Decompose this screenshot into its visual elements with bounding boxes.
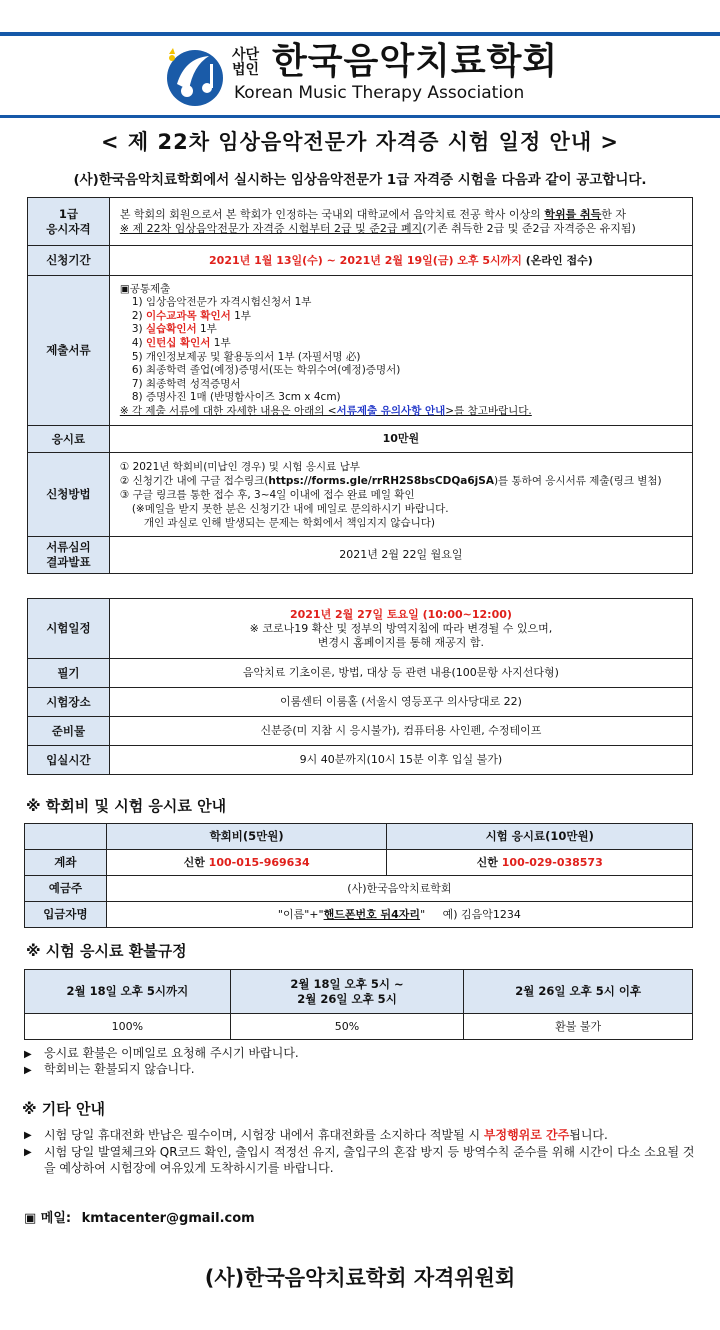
refund-table xyxy=(24,969,693,1040)
triangle-bullet-icon: ▶ xyxy=(24,1147,32,1158)
venue-value: 이룸센터 이룸홀 (서울시 영등포구 의사당대로 22) xyxy=(109,688,692,717)
list-item: ▶ 시험 당일 휴대전화 반납은 필수이며, 시험장 내에서 휴대전화를 소지하다 적발될 시 부정행위로 간주됩니다. xyxy=(24,1128,608,1142)
eligibility-tail: 한 자 xyxy=(601,207,627,221)
entry-value: 9시 40분까지(10시 15분 이후 입실 불가) xyxy=(109,746,692,775)
eligibility-note-tail: (기존 취득한 2급 및 준2급 자격증은 유지됨) xyxy=(422,221,636,235)
org-name-korean: 한국음악치료학회 xyxy=(272,41,559,82)
method-step: ② 신청기간 내에 구글 접수링크(https://forms.gle/rrRH2S8bsCDQa6jSA)를 통하여 응시서류 제출(링크 별첨) xyxy=(119,474,662,487)
method-value xyxy=(109,453,692,537)
depositor-value: "이름"+"핸드폰번호 뒤4자리" 예) 김음악1234 xyxy=(106,902,692,928)
table-row xyxy=(25,824,693,850)
corporation-label xyxy=(232,48,259,78)
page-title: < 제 22차 임상음악전문가 자격증 시험 일정 안내 > xyxy=(100,130,620,154)
document-guide-link[interactable]: 서류제출 유의사항 안내 xyxy=(336,404,446,417)
items-value: 신분증(미 지참 시 응시불가), 컴퓨터용 사인펜, 수정테이프 xyxy=(109,717,692,746)
table-row xyxy=(28,426,693,453)
fees-table xyxy=(24,823,693,928)
misc-notes xyxy=(24,1127,696,1176)
triangle-bullet-icon: ▶ xyxy=(24,1049,32,1060)
documents-value xyxy=(109,276,692,426)
triangle-bullet-icon: ▶ xyxy=(24,1065,32,1076)
application-form-link[interactable]: https://forms.gle/rrRH2S8bsCDQa6jSA xyxy=(268,474,494,487)
document-item: 7) 최종학력 성적증명서 xyxy=(131,377,241,390)
method-label: 신청방법 xyxy=(28,453,110,537)
table-row xyxy=(28,599,693,659)
refund-period-1: 2월 18일 오후 5시까지 xyxy=(25,970,231,1014)
documents-header: ▣공통제출 xyxy=(119,282,171,295)
refund-rate-1: 100% xyxy=(25,1014,231,1040)
refund-rate-3: 환불 불가 xyxy=(464,1014,693,1040)
venue-label: 시험장소 xyxy=(28,688,110,717)
fees-heading: ※ 학회비 및 시험 응시료 안내 xyxy=(26,797,227,815)
misc-heading: ※ 기타 안내 xyxy=(22,1100,105,1118)
page-subtitle: (사)한국음악치료학회에서 실시하는 임상음악전문가 1급 자격증 시험을 다음과 같이 공고합니다. xyxy=(73,172,647,188)
table-row xyxy=(28,246,693,276)
account-label: 계좌 xyxy=(25,850,107,876)
holder-value: (사)한국음악치료학회 xyxy=(106,876,692,902)
document-item: 8) 증명사진 1매 (반명함사이즈 3cm x 4cm) xyxy=(131,391,341,404)
table-row xyxy=(25,876,693,902)
table-row xyxy=(25,1014,693,1040)
table-row xyxy=(25,850,693,876)
holder-label: 예금주 xyxy=(25,876,107,902)
period-value xyxy=(109,246,692,276)
method-step: ① 2021년 학회비(미납인 경우) 및 시험 응시료 납부 xyxy=(119,460,360,473)
exam-fee-header: 시험 응시료(10만원) xyxy=(387,824,693,850)
table-row xyxy=(28,659,693,688)
fee-label: 응시료 xyxy=(28,426,110,453)
table-row xyxy=(28,688,693,717)
exam-date: 2021년 2월 27일 토요일 (10:00~12:00) xyxy=(289,607,512,621)
refund-rate-2: 50% xyxy=(230,1014,464,1040)
refund-period-3: 2월 26일 오후 5시 이후 xyxy=(464,970,693,1014)
application-info-table xyxy=(27,197,693,574)
fee-value: 10만원 xyxy=(109,426,692,453)
refund-period-2: 2월 18일 오후 5시 ~ 2월 26일 오후 5시 xyxy=(230,970,464,1014)
footer-committee: (사)한국음악치료학회 자격위원회 xyxy=(204,1266,516,1290)
exam-info-table xyxy=(27,598,693,775)
table-row xyxy=(28,717,693,746)
email-label: ▣ 메일: xyxy=(24,1211,72,1226)
entry-label: 입실시간 xyxy=(28,746,110,775)
corp-label-2: 법인 xyxy=(232,62,260,78)
table-row xyxy=(25,902,693,928)
items-label: 준비물 xyxy=(28,717,110,746)
depositor-label: 입금자명 xyxy=(25,902,107,928)
documents-label: 제출서류 xyxy=(28,276,110,426)
document-item: 6) 최종학력 졸업(예정)증명서(또는 학위수여(예정)증명서) xyxy=(131,364,401,377)
eligibility-degree: 학위를 취득 xyxy=(544,207,602,221)
document-item: 2) 이수교과목 확인서 1부 xyxy=(131,309,251,322)
header-bottom-bar xyxy=(0,115,720,118)
documents-note: ※ 각 제출 서류에 대한 자세한 내용은 아래의 <서류제출 유의사항 안내>를 참고바랍니다. xyxy=(119,404,532,417)
document-item: 4) 인턴십 확인서 1부 xyxy=(131,336,231,349)
list-item: ▶ 시험 당일 발열체크와 QR코드 확인, 출입시 적정선 유지, 출입구의 혼잡 방지 등 방역수칙 준수를 위해 시간이 다소 소요될 것을 예상하여 시험장에 여유있게 도착하시기를 바랍니다. xyxy=(24,1145,695,1175)
eligibility-label: 1급 응시자격 xyxy=(28,198,110,246)
period-online: (온라인 접수) xyxy=(521,253,593,267)
period-label: 신청기간 xyxy=(28,246,110,276)
header-top-bar xyxy=(0,32,720,36)
table-row xyxy=(28,746,693,775)
document-item: 5) 개인정보제공 및 활용동의서 1부 (자필서명 必) xyxy=(131,350,361,363)
corp-label-1: 사단 xyxy=(232,47,260,63)
list-item: ▶ 학회비는 환불되지 않습니다. xyxy=(24,1062,195,1076)
period-dates: 2021년 1월 13일(수) ~ 2021년 2월 19일(금) 오후 5시까지 xyxy=(209,253,522,267)
exam-date-label: 시험일정 xyxy=(28,599,110,659)
result-label: 서류심의 결과발표 xyxy=(28,537,110,574)
table-row xyxy=(28,453,693,537)
document-item: 1) 임상음악전문가 자격시험신청서 1부 xyxy=(131,296,312,309)
membership-fee-header: 학회비(5만원) xyxy=(106,824,387,850)
method-note: (※메일을 받지 못한 분은 신청기간 내에 메일로 문의하시기 바랍니다. xyxy=(131,502,449,515)
table-row xyxy=(28,198,693,246)
table-row xyxy=(25,970,693,1014)
eligibility-value xyxy=(109,198,692,246)
exam-account: 신한 100-029-038573 xyxy=(387,850,693,876)
fees-corner-cell xyxy=(25,824,107,850)
exam-date-note: 변경시 홈페이지를 통해 재공지 함. xyxy=(317,635,485,649)
table-row xyxy=(28,537,693,574)
music-note-logo-icon xyxy=(163,44,223,110)
triangle-bullet-icon: ▶ xyxy=(24,1130,32,1141)
eligibility-note: ※ 제 22차 임상음악전문가 자격증 시험부터 2급 및 준2급 폐지 xyxy=(119,221,423,235)
membership-account: 신한 100-015-969634 xyxy=(106,850,387,876)
method-note: 개인 과실로 인해 발생되는 문제는 학회에서 책임지지 않습니다) xyxy=(143,516,435,529)
document-item: 3) 실습확인서 1부 xyxy=(131,323,217,336)
list-item: ▶ 응시료 환불은 이메일로 요청해 주시기 바랍니다. xyxy=(24,1046,299,1060)
result-value: 2021년 2월 22일 월요일 xyxy=(109,537,692,574)
refund-notes xyxy=(24,1046,299,1078)
method-step: ③ 구글 링크를 통한 접수 후, 3~4일 이내에 접수 완료 메일 확인 xyxy=(119,488,415,501)
written-label: 필기 xyxy=(28,659,110,688)
email-link[interactable]: kmtacenter@gmail.com xyxy=(81,1211,255,1226)
exam-date-note: ※ 코로나19 확산 및 정부의 방역지침에 따라 변경될 수 있으며, xyxy=(249,621,553,635)
table-row xyxy=(28,276,693,426)
eligibility-text: 본 학회의 회원으로서 본 학회가 인정하는 국내외 대학교에서 음악치료 전공 학사 이상의 xyxy=(119,207,545,221)
org-name-english: Korean Music Therapy Association xyxy=(234,83,525,103)
refund-heading: ※ 시험 응시료 환불규정 xyxy=(26,942,187,960)
email-line xyxy=(24,1211,255,1226)
exam-date-value xyxy=(109,599,692,659)
written-value: 음악치료 기초이론, 방법, 대상 등 관련 내용(100문항 사지선다형) xyxy=(109,659,692,688)
